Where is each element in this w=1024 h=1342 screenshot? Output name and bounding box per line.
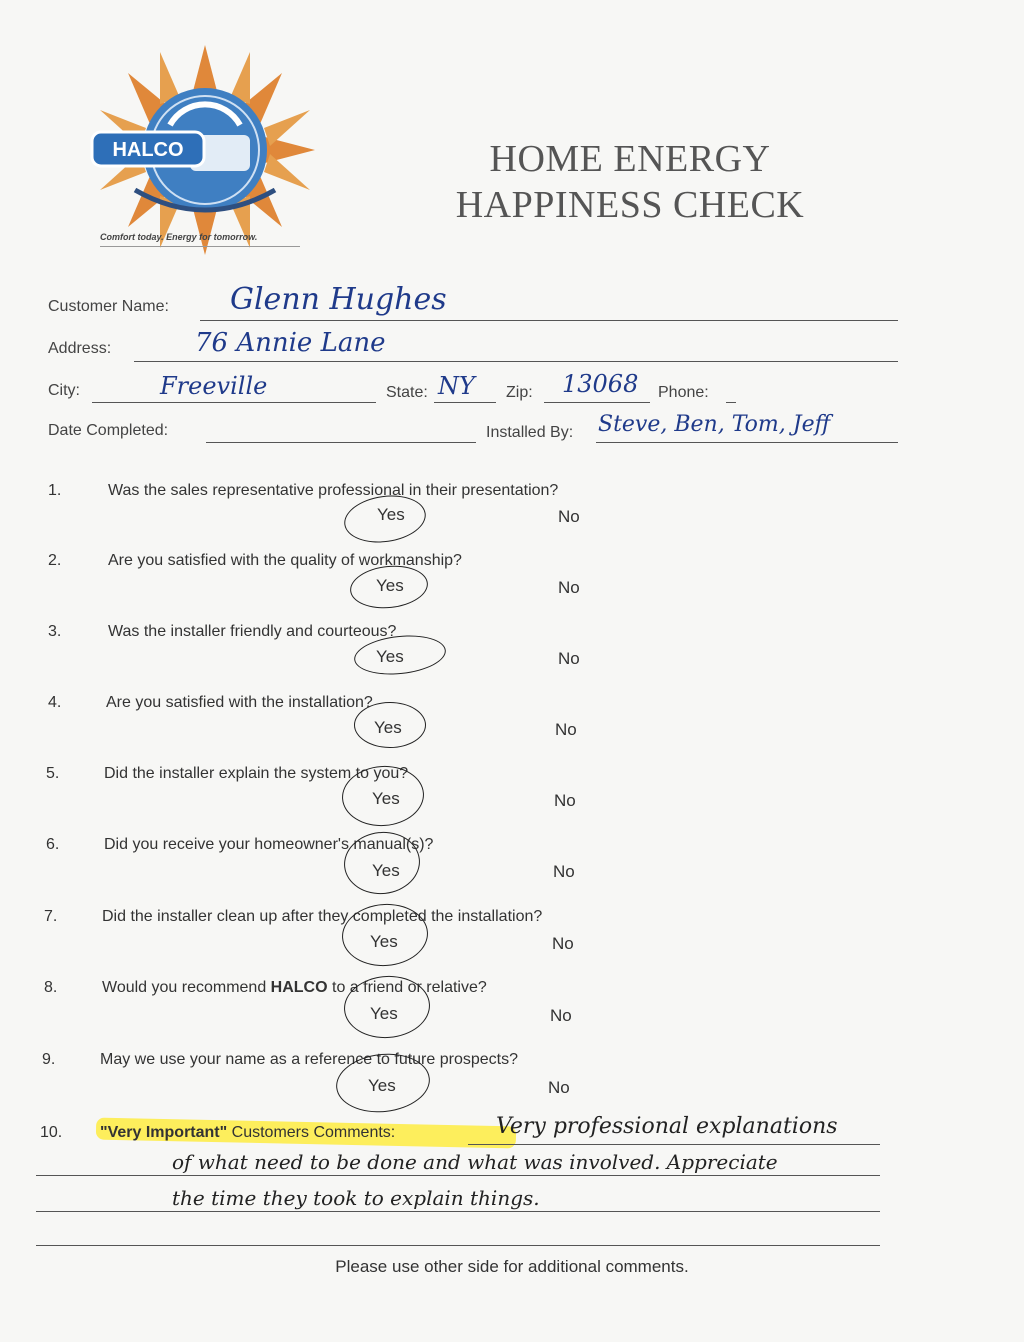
comment-handwriting-2: of what need to be done and what was involved. Appreciate xyxy=(172,1150,778,1174)
no-option[interactable]: No xyxy=(555,720,577,739)
zip-line[interactable] xyxy=(544,402,650,403)
yes-option[interactable]: Yes xyxy=(372,789,400,808)
question-text: Are you satisfied with the quality of workmanship? xyxy=(108,552,462,569)
comments-line-1[interactable] xyxy=(468,1144,880,1145)
no-option[interactable]: No xyxy=(553,862,575,881)
address-label: Address: xyxy=(48,340,112,357)
question-number: 3. xyxy=(48,623,62,640)
yes-circle-mark xyxy=(354,702,426,748)
question-number: 6. xyxy=(46,836,60,853)
customer-name-value: Glenn Hughes xyxy=(230,282,447,317)
question-text: Did you receive your homeowner's manual(s)? xyxy=(104,836,434,853)
yes-option[interactable]: Yes xyxy=(376,647,404,666)
address-line[interactable] xyxy=(134,361,898,362)
yes-option[interactable]: Yes xyxy=(376,576,404,595)
question-text-part: Would you recommend xyxy=(102,979,271,996)
logo-brand-text: HALCO xyxy=(112,139,184,161)
yes-option[interactable]: Yes xyxy=(370,1004,398,1023)
zip-value: 13068 xyxy=(562,370,639,398)
state-value: NY xyxy=(438,372,475,400)
question-number: 2. xyxy=(48,552,62,569)
installed-by-value: Steve, Ben, Tom, Jeff xyxy=(598,412,831,437)
city-label: City: xyxy=(48,382,80,399)
no-option[interactable]: No xyxy=(548,1078,570,1097)
tagline-divider xyxy=(100,246,300,247)
question-text: Did the installer clean up after they completed the installation? xyxy=(102,908,543,925)
address-value: 76 Annie Lane xyxy=(195,328,386,358)
question-text: Are you satisfied with the installation? xyxy=(106,694,373,711)
comments-label-emphasis: "Very Important" xyxy=(100,1124,228,1141)
state-line[interactable] xyxy=(434,402,496,403)
footer-note: Please use other side for additional comments. xyxy=(335,1257,689,1276)
phone-line[interactable] xyxy=(726,402,736,403)
question-number: 9. xyxy=(42,1051,56,1068)
question-brand-name: HALCO xyxy=(270,979,328,996)
comments-line-4[interactable] xyxy=(36,1245,880,1246)
question-text-part: to a friend or relative? xyxy=(327,979,487,996)
question-number: 1. xyxy=(48,482,62,499)
title-line-2: HAPPINESS CHECK xyxy=(455,184,805,226)
question-text: May we use your name as a reference to future prospects? xyxy=(100,1051,518,1068)
installed-by-line[interactable] xyxy=(596,442,898,443)
customer-name-label: Customer Name: xyxy=(48,298,169,315)
question-number: 5. xyxy=(46,765,60,782)
yes-option[interactable]: Yes xyxy=(372,861,400,880)
yes-option[interactable]: Yes xyxy=(374,718,402,737)
no-option[interactable]: No xyxy=(558,649,580,668)
question-text: Was the sales representative professional in their presentation? xyxy=(108,482,559,499)
form-title xyxy=(410,136,850,228)
installed-by-label: Installed By: xyxy=(486,424,574,441)
phone-label: Phone: xyxy=(658,384,709,401)
yes-option[interactable]: Yes xyxy=(370,932,398,951)
comments-line-2[interactable] xyxy=(36,1175,880,1176)
no-option[interactable]: No xyxy=(554,791,576,810)
yes-option[interactable]: Yes xyxy=(377,505,405,524)
title-line-1: HOME ENERGY xyxy=(489,138,771,180)
question-number: 8. xyxy=(44,979,58,996)
comments-label xyxy=(100,1124,395,1142)
question-text: Did the installer explain the system to you? xyxy=(104,765,409,782)
city-value: Freeville xyxy=(160,372,268,400)
logo-tagline: Comfort today. Energy for tomorrow. xyxy=(100,232,258,242)
question-text xyxy=(102,979,487,997)
yes-option[interactable]: Yes xyxy=(368,1076,396,1095)
comments-line-3[interactable] xyxy=(36,1211,880,1212)
question-text: Was the installer friendly and courteous? xyxy=(108,623,397,640)
comment-handwriting-1: Very professional explanations xyxy=(496,1114,838,1139)
question-number: 7. xyxy=(44,908,58,925)
no-option[interactable]: No xyxy=(558,578,580,597)
state-label: State: xyxy=(386,384,428,401)
customer-name-line[interactable] xyxy=(200,320,898,321)
no-option[interactable]: No xyxy=(550,1006,572,1025)
no-option[interactable]: No xyxy=(558,507,580,526)
date-completed-line[interactable] xyxy=(206,442,476,443)
date-completed-label: Date Completed: xyxy=(48,422,169,439)
comment-handwriting-3: the time they took to explain things. xyxy=(172,1186,540,1210)
comments-number: 10. xyxy=(40,1124,63,1141)
no-option[interactable]: No xyxy=(552,934,574,953)
city-line[interactable] xyxy=(92,402,376,403)
question-number: 4. xyxy=(48,694,62,711)
halco-logo xyxy=(80,40,330,260)
comments-label-text: Customers Comments: xyxy=(227,1124,396,1141)
zip-label: Zip: xyxy=(506,384,533,401)
